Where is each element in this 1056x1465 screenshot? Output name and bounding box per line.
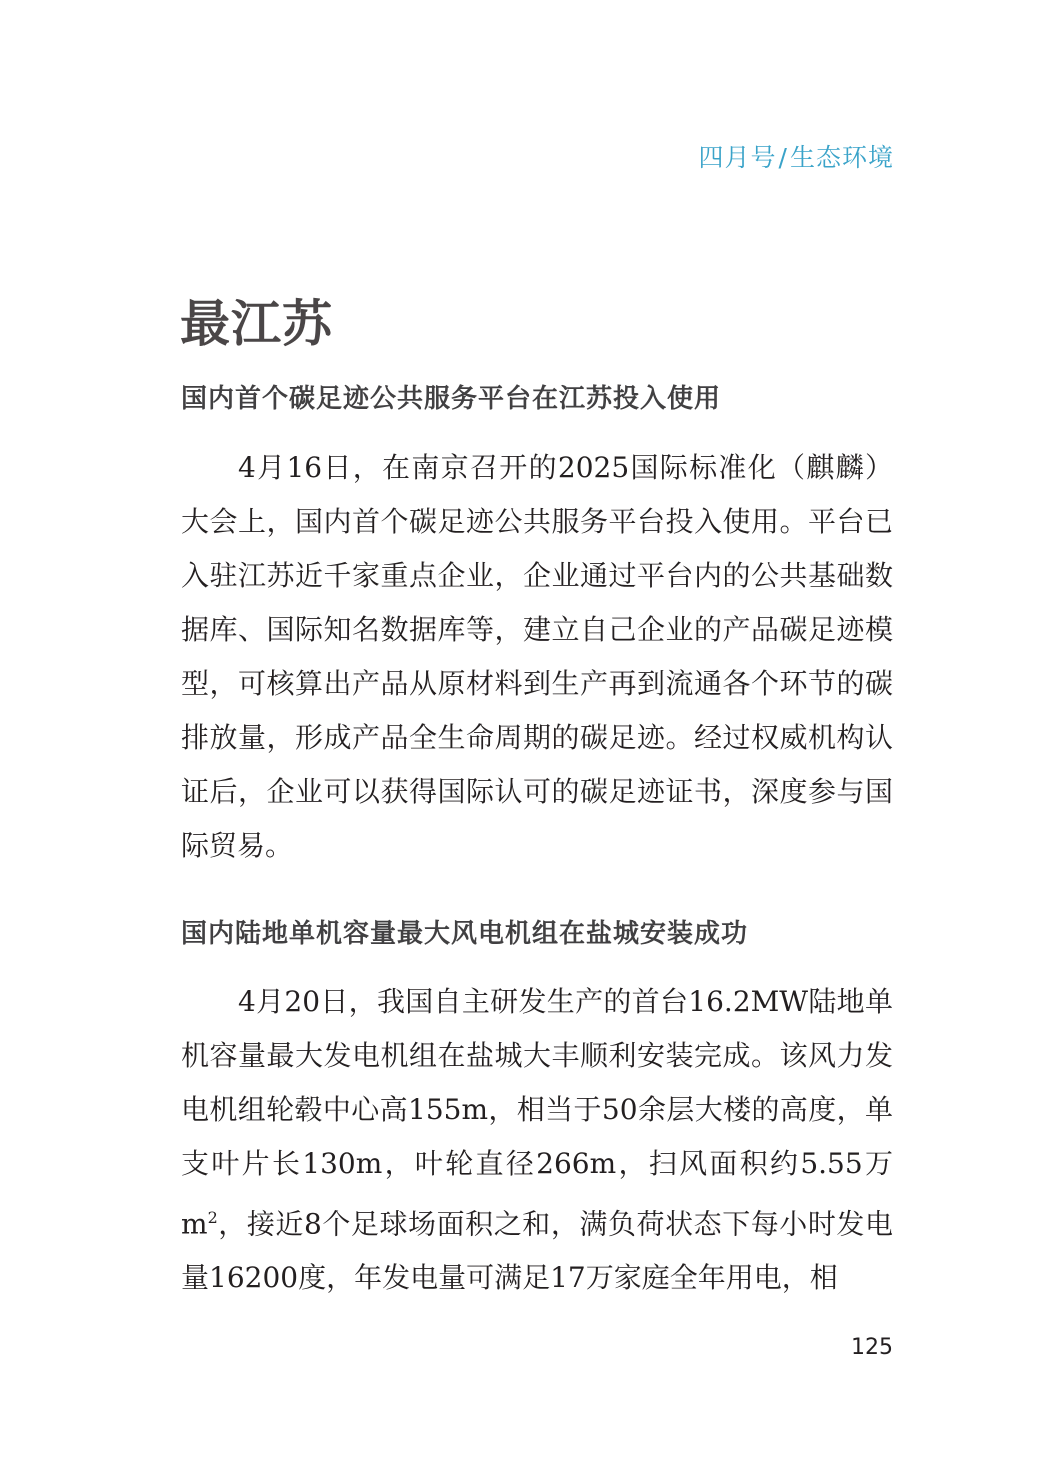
header-separator: / [778,143,788,172]
page-number: 125 [851,1335,893,1360]
article-1-paragraph: 4月16日，在南京召开的2025国际标准化（麒麟）大会上，国内首个碳足迹公共服务平台投入使用。平台已入驻江苏近千家重点企业，企业通过平台内的公共基础数据库、国际知名数据库等，建立自己企业的产品碳足迹模型，可核算出产品从原材料到生产再到流通各个环节的碳排放量，形成产品全生命周期的碳足迹。经过权威机构认证后，企业可以获得国际认可的碳足迹证书，深度参与国际贸易。 [181,451,893,862]
article-2-body [181,975,893,1305]
running-header [699,138,894,174]
article-2-text-part2: ，接近8个足球场面积之和，满负荷状态下每小时发电量16200度，年发电量可满足17万家庭全年用电，相 [181,1207,893,1295]
article-1-headline: 国内首个碳足迹公共服务平台在江苏投入使用 [181,384,722,414]
article-2-text-part1: 4月20日，我国自主研发生产的首台16.2MW陆地单机容量最大发电机组在盐城大丰顺利安装完成。该风力发电机组轮毂中心高155m，相当于50余层大楼的高度，单支叶片长130m，叶轮直径266m，扫风面积约5.55万m [181,985,893,1241]
section-label: 生态环境 [789,143,894,172]
square-meter-superscript: 2 [207,1208,218,1227]
article-2-headline: 国内陆地单机容量最大风电机组在盐城安装成功 [181,919,749,949]
issue-label: 四月号 [698,143,777,172]
section-title: 最江苏 [180,295,333,353]
article-1-body [181,441,893,873]
article-2-paragraph [181,975,893,1305]
